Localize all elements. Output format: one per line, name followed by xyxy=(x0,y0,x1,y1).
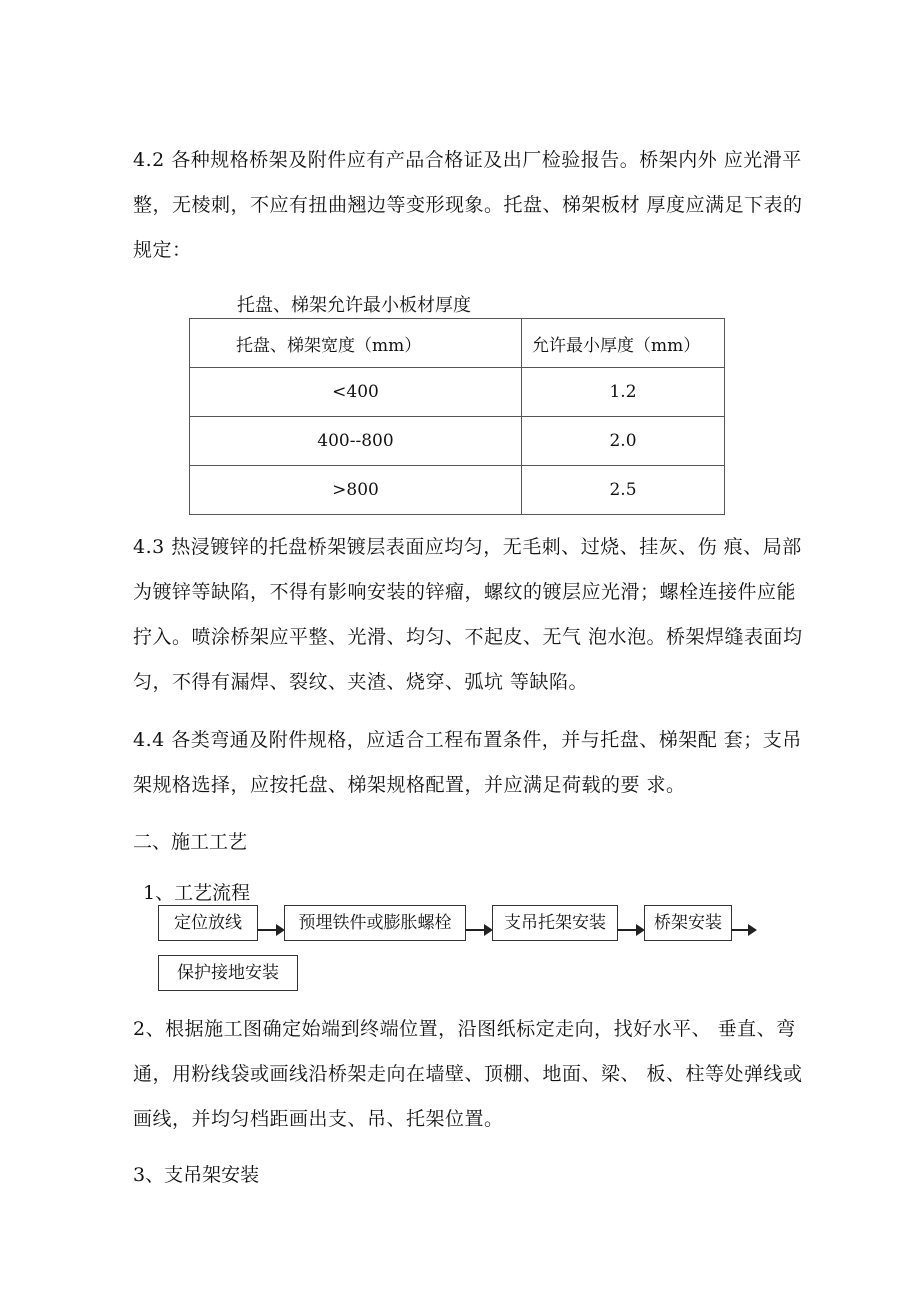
table-row xyxy=(190,417,725,466)
table-header-row xyxy=(190,319,725,368)
section-4-4-paragraph xyxy=(133,718,802,808)
thickness-cell: 2.0 xyxy=(522,417,725,466)
text-line: 拧入。喷涂桥架应平整、光滑、均匀、不起皮、无气 泡水泡。桥架焊缝表面均 xyxy=(133,626,803,648)
header-width: 托盘、梯架宽度（mm） xyxy=(190,319,522,368)
text-line: 为镀锌等缺陷，不得有影响安装的锌瘤，螺纹的镀层应光滑；螺栓连接件应能 xyxy=(133,581,797,603)
step-3-title: 3、支吊架安装 xyxy=(133,1164,260,1186)
width-cell: >800 xyxy=(190,466,522,515)
flow-arrow xyxy=(257,929,283,931)
flow-step: 支吊托架安装 xyxy=(492,905,618,941)
text-line: 4.4 各类弯通及附件规格，应适合工程布置条件，并与托盘、梯架配 套；支吊 xyxy=(133,729,802,751)
table-row xyxy=(190,466,725,515)
flow-arrow xyxy=(465,929,491,931)
text-line: 4.2 各种规格桥架及附件应有产品合格证及出厂检验报告。桥架内外 应光滑平 xyxy=(133,149,802,171)
text-line: 整，无棱刺，不应有扭曲翘边等变形现象。托盘、梯架板材 厚度应满足下表的 xyxy=(133,194,803,216)
text-line: 2、根据施工图确定始端到终端位置，沿图纸标定走向，找好水平、 垂直、弯 xyxy=(133,1018,796,1040)
flow-step: 定位放线 xyxy=(158,905,258,941)
flow-arrow xyxy=(617,929,643,931)
text-line: 画线，并均匀档距画出支、吊、托架位置。 xyxy=(133,1108,504,1130)
thickness-cell: 2.5 xyxy=(522,466,725,515)
flow-arrow xyxy=(731,929,755,931)
flow-step: 桥架安装 xyxy=(644,905,732,941)
flow-step: 预埋铁件或膨胀螺栓 xyxy=(284,905,466,941)
width-cell: 400--800 xyxy=(190,417,522,466)
width-cell: <400 xyxy=(190,368,522,417)
text-line: 匀，不得有漏焊、裂纹、夹渣、烧穿、弧坑 等缺陷。 xyxy=(133,671,589,693)
text-line: 规定： xyxy=(133,239,192,261)
thickness-cell: 1.2 xyxy=(522,368,725,417)
process-title: 1、工艺流程 xyxy=(143,882,251,904)
text-line: 架规格选择，应按托盘、梯架规格配置，并应满足荷载的要 求。 xyxy=(133,774,686,796)
section-4-2-paragraph xyxy=(133,138,803,273)
table-caption: 托盘、梯架允许最小板材厚度 xyxy=(237,295,471,316)
text-line: 通，用粉线袋或画线沿桥架走向在墙壁、顶棚、地面、梁、 板、柱等处弹线或 xyxy=(133,1063,803,1085)
text-line: 4.3 热浸镀锌的托盘桥架镀层表面应均匀，无毛刺、过烧、挂灰、伤 痕、局部 xyxy=(133,536,802,558)
step-2-paragraph xyxy=(133,1007,803,1142)
thickness-table xyxy=(189,318,725,515)
section-4-3-paragraph xyxy=(133,525,803,705)
table-row xyxy=(190,368,725,417)
flow-step: 保护接地安装 xyxy=(158,955,298,991)
section-title: 二、施工工艺 xyxy=(133,831,248,853)
header-thickness: 允许最小厚度（mm） xyxy=(522,319,725,368)
